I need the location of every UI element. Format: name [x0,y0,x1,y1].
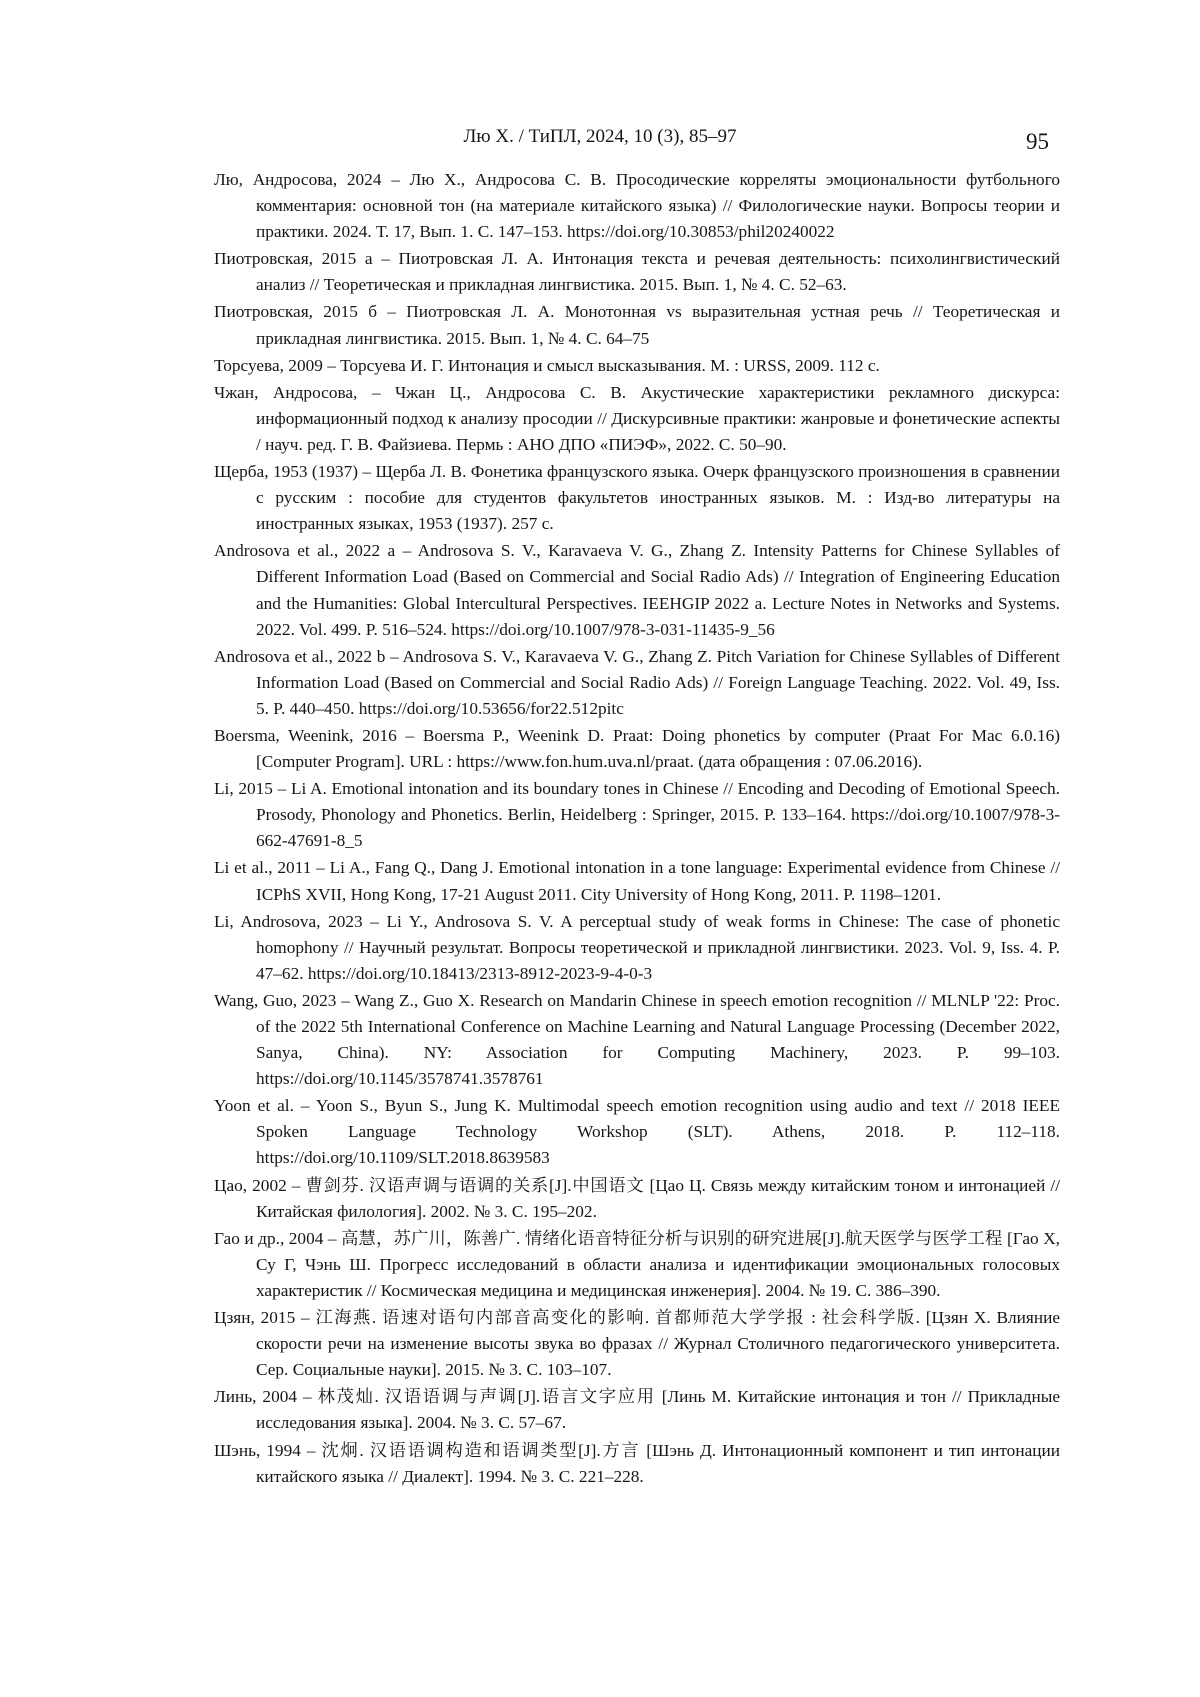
reference-item: Пиотровская, 2015 а – Пиотровская Л. А. Интонация текста и речевая деятельность: психолингвистический анализ // Теоретическая и прикладная лингвистика. 2015. Вып. 1, № 4. С. 52–63. [214,249,1060,295]
reference-item: Линь, 2004 – 林茂灿. 汉语语调与声调[J].语言文字应用 [Линь М. Китайские интонация и тон // Прикладные исследования языка]. 2004. № 3. С. 57–67. [214,1387,1060,1433]
reference-item: Wang, Guo, 2023 – Wang Z., Guo X. Research on Mandarin Chinese in speech emotion recognition // MLNLP '22: Proc. of the 2022 5th International Conference on Machine Learning and Natural Language Processing (December 2022, Sanya, China). NY: Association for Computing Machinery, 2023. P. 99–103. https://doi.org/10.1145/3578741.3578761 [214,990,1060,1089]
reference-item: Цзян, 2015 – 江海燕. 语速对语句内部音高变化的影响. 首都师范大学学报 : 社会科学版. [Цзян Х. Влияние скорости речи на изменение высоты звука во фразах // Журнал Столичного педагогического университета. Сер. Социальные науки]. 2015. № 3. С. 103–107. [214,1308,1060,1380]
reference-item: Li, 2015 – Li A. Emotional intonation and its boundary tones in Chinese // Encoding and Decoding of Emotional Speech. Prosody, Phonology and Phonetics. Berlin, Heidelberg : Springer, 2015. P. 133–164. https://doi.org/10.1007/978-3-662-47691-8_5 [214,779,1060,851]
reference-item: Yoon et al. – Yoon S., Byun S., Jung K. Multimodal speech emotion recognition using audio and text // 2018 IEEE Spoken Language Technology Workshop (SLT). Athens, 2018. P. 112–118. https://doi.org/10.1109/SLT.2018.8639583 [214,1096,1060,1168]
reference-item: Шэнь, 1994 – 沈炯. 汉语语调构造和语调类型[J].方言 [Шэнь Д. Интонационный компонент и тип интонации китайского языка // Диалект]. 1994. № 3. С. 221–228. [214,1440,1060,1486]
page-number: 95 [1026,129,1049,154]
reference-item: Чжан, Андросова, – Чжан Ц., Андросова С. В. Акустические характеристики рекламного дискурса: информационный подход к анализу просодии // Дискурсивные практики: жанровые и фонетические аспекты / науч. ред. Г. В. Файзиева. Пермь : АНО ДПО «ПИЭФ», 2022. С. 50–90. [214,382,1060,454]
running-head: Лю Х. / ТиПЛ, 2024, 10 (3), 85–97 [463,126,737,147]
reference-item: Щерба, 1953 (1937) – Щерба Л. В. Фонетика французского языка. Очерк французского произношения в сравнении с русским : пособие для студентов факультетов иностранных языков. М. : Изд-во литературы на иностранных языках, 1953 (1937). 257 с. [214,462,1060,534]
reference-item: Li et al., 2011 – Li A., Fang Q., Dang J. Emotional intonation in a tone language: Experimental evidence from Chinese // ICPhS XVII, Hong Kong, 17-21 August 2011. City University of Hong Kong, 2011. P. 1198–1201. [214,858,1060,904]
reference-item: Лю, Андросова, 2024 – Лю Х., Андросова С. В. Просодические корреляты эмоциональности футбольного комментария: основной тон (на материале китайского языка) // Филологические науки. Вопросы теории и практики. 2024. Т. 17, Вып. 1. С. 147–153. https://doi.org/10.30853/phil20240022 [214,170,1060,242]
reference-item: Li, Androsova, 2023 – Li Y., Androsova S. V. A perceptual study of weak forms in Chinese: The case of phonetic homophony // Научный результат. Вопросы теоретической и прикладной лингвистики. 2023. Vol. 9, Iss. 4. P. 47–62. https://doi.org/10.18413/2313-8912-2023-9-4-0-3 [214,911,1060,983]
reference-list [214,167,1060,1491]
reference-item: Торсуева, 2009 – Торсуева И. Г. Интонация и смысл высказывания. М. : URSS, 2009. 112 с. [214,355,880,375]
reference-item: Androsova et al., 2022 a – Androsova S. V., Karavaeva V. G., Zhang Z. Intensity Patterns for Chinese Syllables of Different Information Load (Based on Commercial and Social Radio Ads) // Integration of Engineering Education and the Humanities: Global Intercultural Perspectives. IEEHGIP 2022 a. Lecture Notes in Networks and Systems. 2022. Vol. 499. P. 516–524. https://doi.org/10.1007/978-3-031-11435-9_56 [214,541,1060,639]
reference-item: Пиотровская, 2015 б – Пиотровская Л. А. Монотонная vs выразительная устная речь // Теоретическая и прикладная лингвистика. 2015. Вып. 1, № 4. С. 64–75 [214,302,1060,348]
reference-item: Androsova et al., 2022 b – Androsova S. V., Karavaeva V. G., Zhang Z. Pitch Variation for Chinese Syllables of Different Information Load (Based on Commercial and Social Radio Ads) // Foreign Language Teaching. 2022. Vol. 49, Iss. 5. P. 440–450. https://doi.org/10.53656/for22.512pitc [214,646,1060,718]
reference-item: Гао и др., 2004 – 高慧，苏广川，陈善广. 情绪化语音特征分析与识别的研究进展[J].航天医学与医学工程 [Гао Х, Су Г, Чэнь Ш. Прогресс исследований в области анализа и идентификации эмоциональных голосовых характеристик // Космическая медицина и медицинская инженерия]. 2004. № 19. С. 386–390. [214,1228,1060,1300]
reference-item: Boersma, Weenink, 2016 – Boersma P., Weenink D. Praat: Doing phonetics by computer (Praat For Mac 6.0.16) [Computer Program]. URL : https://www.fon.hum.uva.nl/praat. (дата обращения : 07.06.2016). [214,725,1060,772]
reference-item: Цао, 2002 – 曹剑芬. 汉语声调与语调的关系[J].中国语文 [Цао Ц. Связь между китайским тоном и интонацией // Китайская филология]. 2002. № 3. С. 195–202. [214,1175,1060,1221]
